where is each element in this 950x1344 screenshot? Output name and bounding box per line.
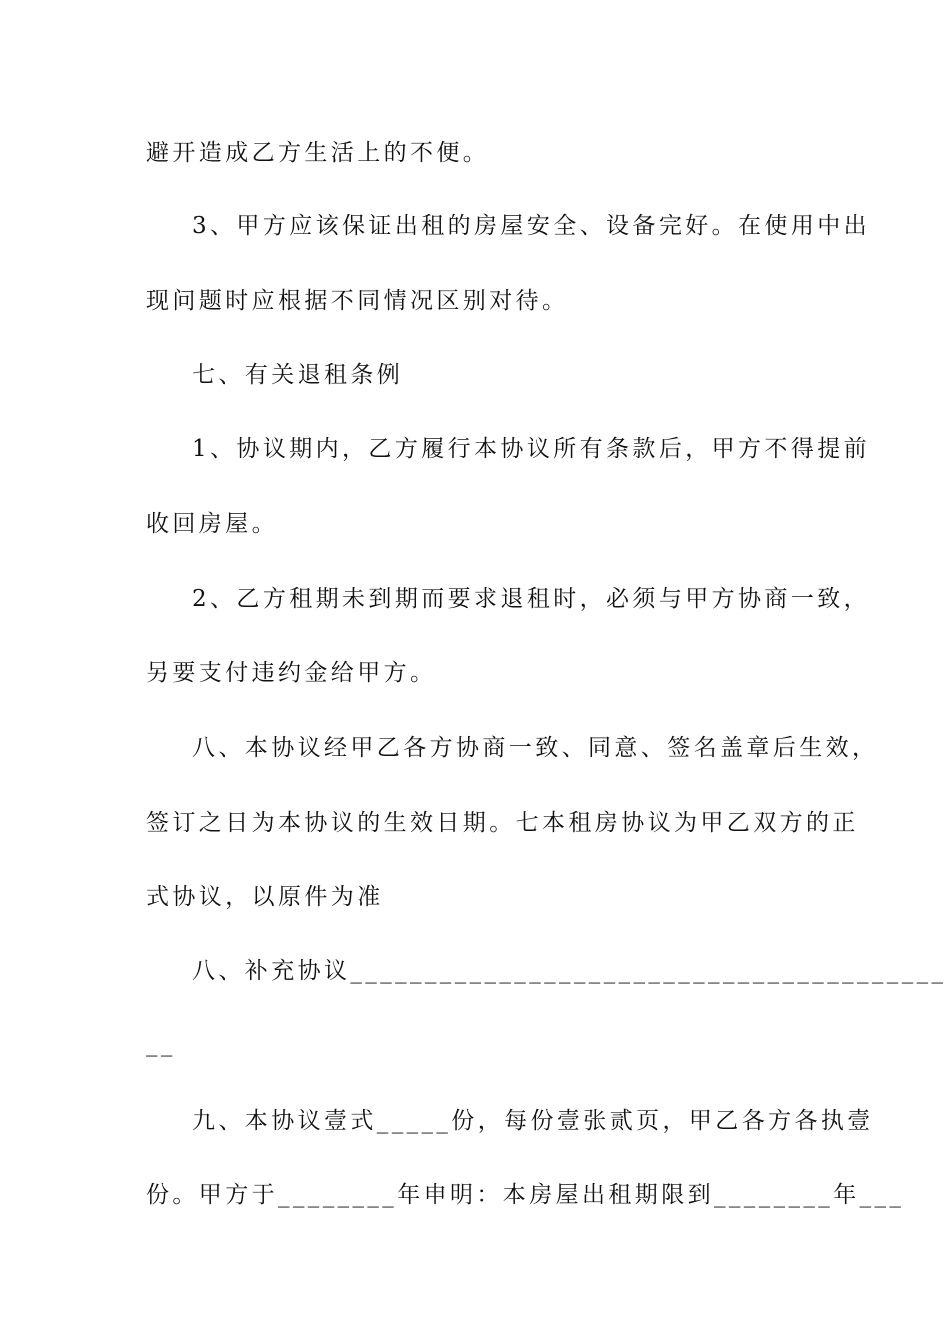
paragraph-line: 1、协议期内，乙方履行本协议所有条款后，甲方不得提前 [192, 436, 871, 462]
supplement-line-continued: __ [146, 1031, 176, 1057]
paragraph-line: 八、本协议经甲乙各方协商一致、同意、签名盖章后生效， [192, 735, 879, 761]
paragraph-line: 份。甲方于________年申明：本房屋出租期限到________年___ [146, 1182, 905, 1208]
paragraph-line: 收回房屋。 [146, 511, 278, 537]
paragraph-line: 签订之日为本协议的生效日期。七本租房协议为甲乙双方的正 [146, 810, 859, 836]
section-heading: 七、有关退租条例 [192, 362, 404, 388]
paragraph-line: 现问题时应根据不同情况区别对待。 [146, 288, 569, 314]
paragraph-line: 3、甲方应该保证出租的房屋安全、设备完好。在使用中出 [192, 213, 871, 239]
paragraph-line: 2、乙方租期未到期而要求退租时，必须与甲方协商一致， [192, 586, 871, 612]
paragraph-line: 式协议，以原件为准 [146, 884, 384, 910]
paragraph-line: 另要支付违约金给甲方。 [146, 660, 437, 686]
supplement-line: 八、补充协议________________________________________ [192, 958, 947, 984]
paragraph-line: 避开造成乙方生活上的不便。 [146, 140, 490, 166]
paragraph-line: 九、本协议壹式_____份，每份壹张贰页，甲乙各方各执壹 [192, 1108, 874, 1134]
